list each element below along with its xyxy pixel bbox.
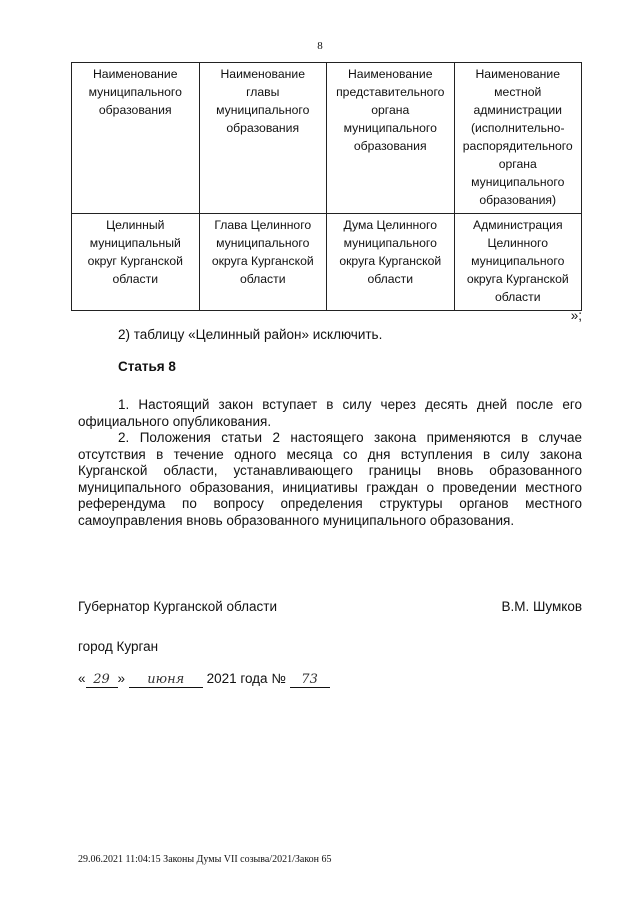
table-closing-quote: »; — [570, 308, 582, 323]
header-cell-municipality: Наименование муниципального образования — [72, 63, 200, 214]
date-line — [78, 671, 330, 688]
city: город Курган — [78, 639, 159, 654]
cell-municipality: Целинный муниципальный округ Курганской области — [72, 214, 200, 311]
signature-row — [78, 599, 582, 614]
item-2-text: 2) таблицу «Целинный район» исключить. — [118, 327, 383, 342]
cell-administration: Администрация Целинного муниципального округа Курганской области — [454, 214, 582, 311]
municipal-table — [71, 62, 582, 311]
header-cell-representative-body: Наименование представительного органа муниципального образования — [327, 63, 455, 214]
cell-representative-body: Дума Целинного муниципального округа Курганской области — [327, 214, 455, 311]
cell-head: Глава Целинного муниципального округа Курганской области — [199, 214, 327, 311]
paragraph-2: 2. Положения статьи 2 настоящего закона применяются в случае отсутствия в течение одного месяца со дня вступления в силу закона Курганской области, устанавливающего границы вновь образованного муниципального образования, инициативы граждан о проведении местного референдума по вопросу определения структуры органов местного самоуправления вновь образованного муниципального образования. — [78, 430, 582, 528]
signature-position: Губернатор Курганской области — [78, 599, 278, 614]
table-header-row — [72, 63, 582, 214]
date-year-text: 2021 года № — [206, 671, 286, 686]
table-row — [72, 214, 582, 311]
date-month: июня — [129, 673, 203, 688]
date-close-quote: » — [117, 671, 126, 686]
header-cell-administration: Наименование местной администрации (исполнительно-распорядительного органа муниципального образования) — [454, 63, 582, 214]
page-number: 8 — [317, 40, 323, 52]
date-day: 29 — [86, 673, 118, 688]
header-cell-head: Наименование главы муниципального образования — [199, 63, 327, 214]
paragraph-1: 1. Настоящий закон вступает в силу через десять дней после его официального опубликования. — [78, 397, 582, 429]
date-open-quote: « — [78, 671, 86, 686]
document-footer: 29.06.2021 11:04:15 Законы Думы VII созыва/2021/Закон 65 — [78, 854, 332, 865]
article-title: Статья 8 — [118, 359, 176, 374]
signature-name: В.М. Шумков — [501, 599, 582, 614]
law-number: 73 — [290, 673, 330, 688]
